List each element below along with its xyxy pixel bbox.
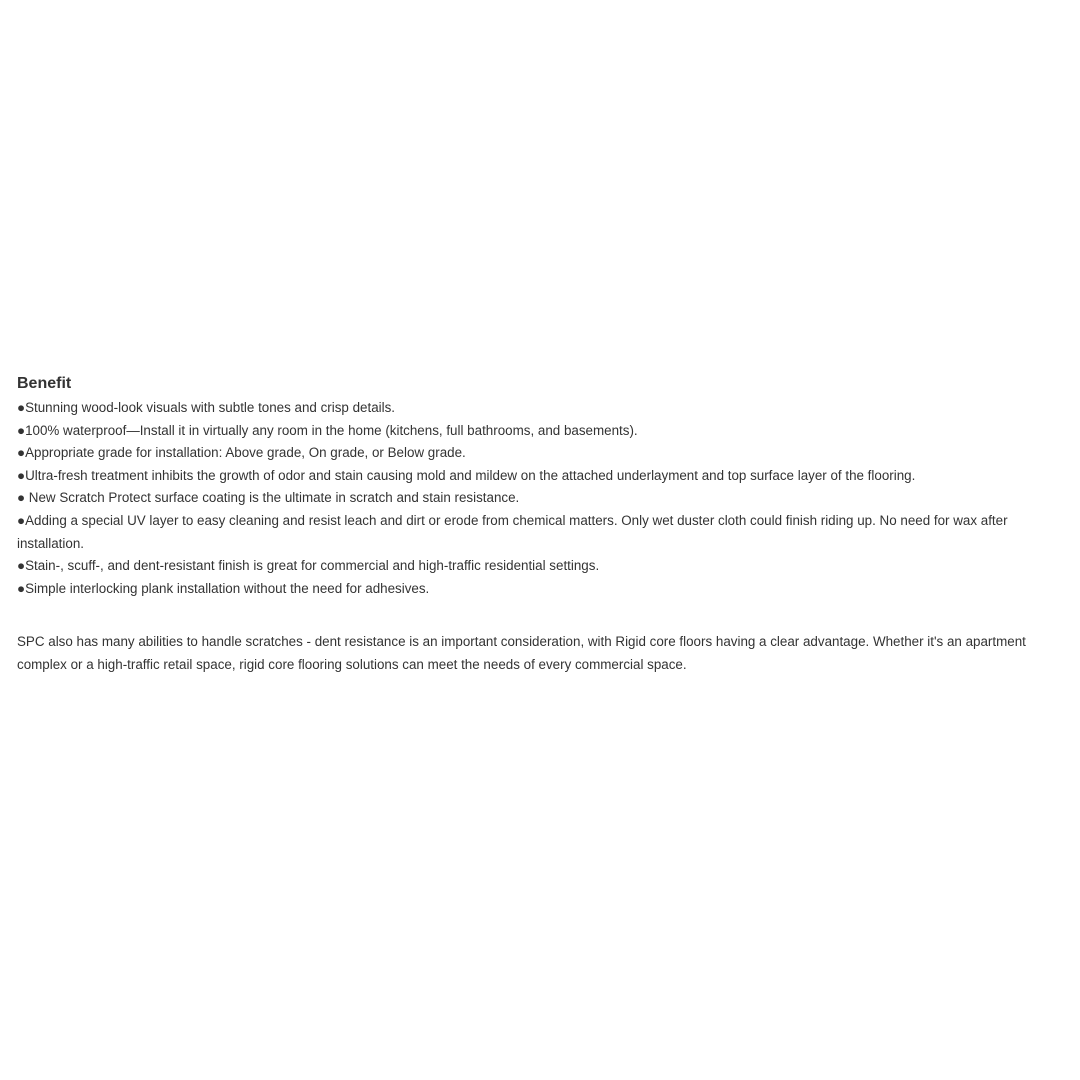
benefit-item: ●Stain-, scuff-, and dent-resistant finish is great for commercial and high-traffic residential settings. [17, 558, 600, 574]
benefit-item: ●Stunning wood-look visuals with subtle tones and crisp details. [17, 400, 396, 415]
benefit-item: ●Adding a special UV layer to easy cleaning and resist leach and dirt or erode from chemical matters. Only wet duster cloth could finish riding up. No need for wax after installation. [17, 512, 1008, 551]
description-paragraph: SPC also has many abilities to handle scratches - dent resistance is an important consideration, with Rigid core floors having a clear advantage. Whether it's an apartment complex or a high-traffic retail space, rigid core flooring solutions can meet the needs of every commercial space. [17, 634, 1026, 672]
benefit-item: ● New Scratch Protect surface coating is the ultimate in scratch and stain resistance. [17, 490, 520, 506]
benefit-item: ●Ultra-fresh treatment inhibits the growth of odor and stain causing mold and mildew on the attached underlayment and top surface layer of the flooring. [17, 467, 916, 483]
benefit-item: ●Appropriate grade for installation: Above grade, On grade, or Below grade. [17, 445, 466, 461]
product-description [17, 373, 1073, 677]
benefit-heading: Benefit [17, 375, 72, 392]
benefit-item: ●100% waterproof—Install it in virtually any room in the home (kitchens, full bathrooms, and basements). [17, 422, 638, 438]
benefit-item: ●Simple interlocking plank installation without the need for adhesives. [17, 580, 430, 596]
benefit-list [17, 397, 1073, 600]
